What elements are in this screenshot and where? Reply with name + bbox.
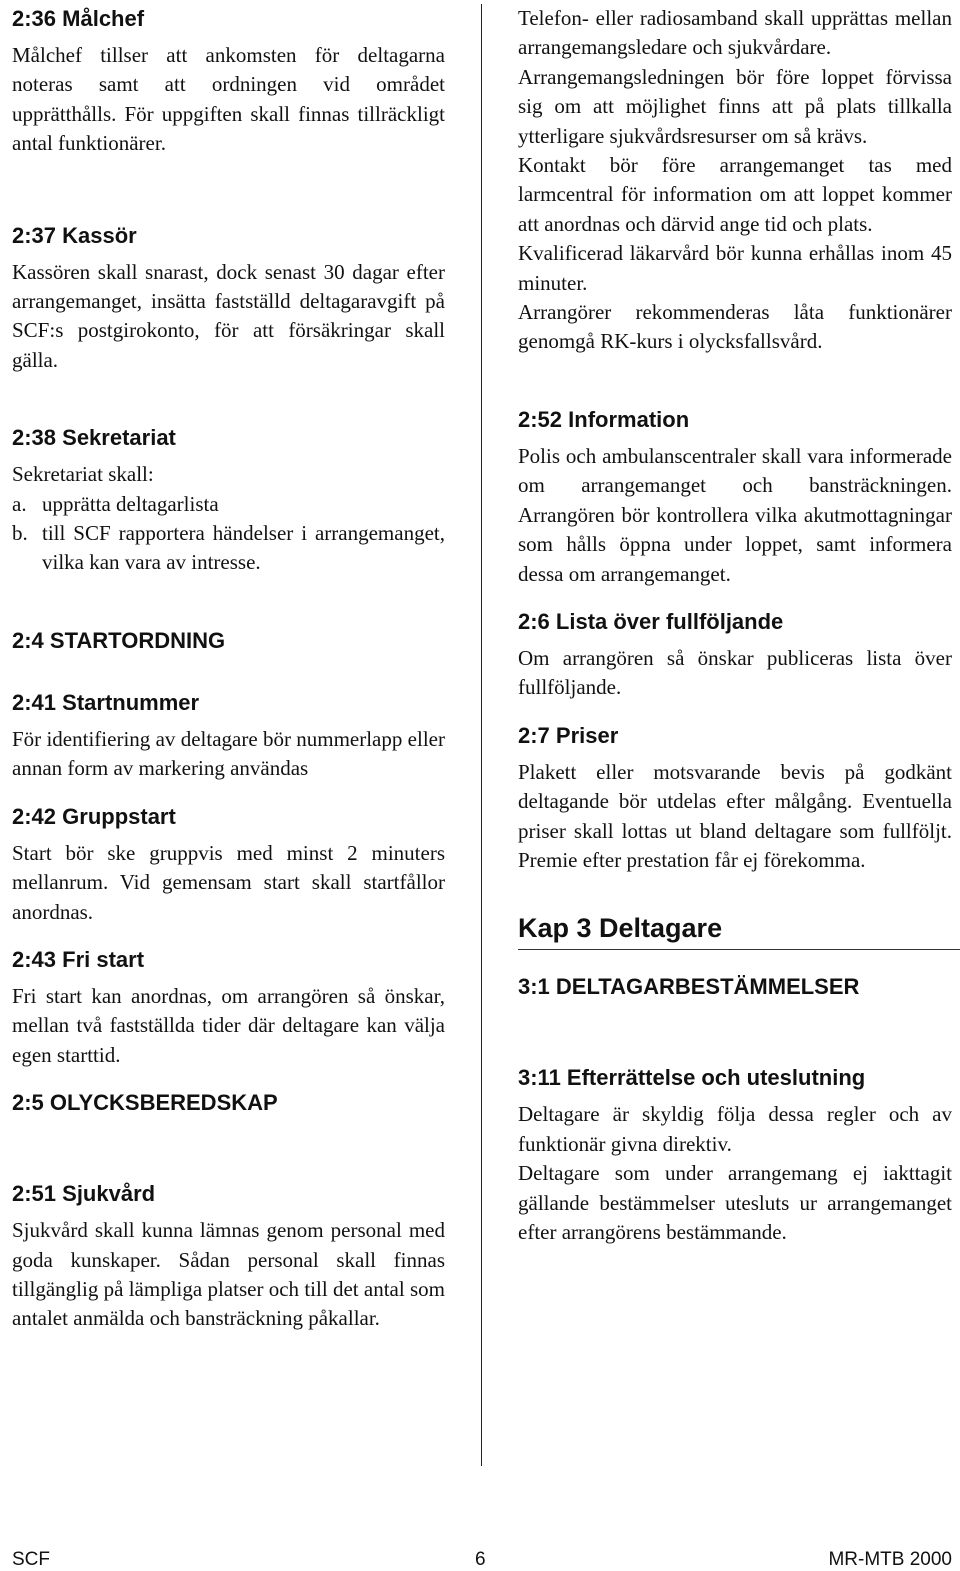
section-2-42-body: Start bör ske gruppvis med minst 2 minuters mellanrum. Vid gemensam start skall startfållor anordnas.	[12, 840, 445, 924]
section-2-38-title: 2:38 Sekretariat	[12, 425, 176, 451]
section-3-11-title: 3:11 Efterrättelse och uteslutning	[518, 1065, 866, 1091]
list-item-text: till SCF rapportera händelser i arrangemanget, vilka kan vara av intresse.	[42, 521, 445, 575]
paragraph-rk-course: Arrangörer rekommenderas låta funktionärer genomgå RK-kurs i olycksfallsvård.	[518, 300, 952, 354]
left-column	[12, 4, 445, 1334]
section-2-7-body: Plakett eller motsvarande bevis på godkänt deltagande bör utdelas efter målgång. Eventuella priser skall lottas ut bland deltagare som fullföljt. Premie efter prestation får ej förekomma.	[518, 759, 952, 872]
paragraph-alarm-central: Kontakt bör före arrangemanget tas med larmcentral för information om att loppet kommer att anordnas och därvid ange tid och plats.	[518, 153, 952, 236]
chapter-3-title: Kap 3 Deltagare	[518, 911, 960, 950]
section-2-52-body: Polis och ambulanscentraler skall vara informerade om arrangemanget och bansträckningen. Arrangören bör kontrollera vilka akutmottagningar som hålls öppna under loppet, samt informera dessa om arrangemanget.	[518, 443, 952, 586]
section-2-41-title: 2:41 Startnummer	[12, 689, 200, 715]
paragraph-resources: Arrangemangsledningen bör före loppet förvissa sig om att möjlighet finns att på plats tillkalla ytterligare sjukvårdsresurser om så krävs.	[518, 64, 952, 148]
section-2-52-title: 2:52 Information	[518, 406, 690, 432]
section-2-37-title: 2:37 Kassör	[12, 222, 137, 248]
list-item	[12, 519, 445, 578]
column-divider	[481, 4, 482, 1466]
right-column	[518, 4, 952, 1247]
section-2-36-body: Målchef tillser att ankomsten för deltagarna noteras samt att ordningen vid området upprätthålls. För uppgiften skall finnas tillräckligt antal funktionärer.	[12, 43, 445, 156]
section-2-51-body: Sjukvård skall kunna lämnas genom personal med goda kunskaper. Sådan personal skall finnas tillgänglig på lämpliga platser och till det antal som antalet anmälda och bansträckning påkallar.	[12, 1218, 445, 1331]
section-2-43-title: 2:43 Fri start	[12, 946, 145, 972]
section-2-41-body: För identifiering av deltagare bör nummerlapp eller annan form av markering användas	[12, 726, 445, 781]
section-3-11-para-1: Deltagare är skyldig följa dessa regler och av funktionär givna direktiv.	[518, 1102, 952, 1156]
list-item	[12, 490, 445, 519]
section-2-6-body: Om arrangören så önskar publiceras lista över fullföljande.	[518, 645, 952, 700]
section-2-43-body: Fri start kan anordnas, om arrangören så önskar, mellan två fastställda tider där deltagare kan välja egen starttid.	[12, 983, 445, 1067]
paragraph-doctor: Kvalificerad läkarvård bör kunna erhållas inom 45 minuter.	[518, 241, 952, 295]
section-2-36-title: 2:36 Målchef	[12, 6, 145, 31]
page-number: 6	[475, 1549, 486, 1570]
section-2-38-intro: Sekretariat skall:	[12, 462, 154, 487]
section-2-37-body: Kassören skall snarast, dock senast 30 dagar efter arrangemanget, insätta fastställd deltagaravgift på SCF:s postgirokonto, för att försäkringar skall gälla.	[12, 259, 445, 372]
list-item-label: a.	[12, 491, 27, 516]
section-2-51-title: 2:51 Sjukvård	[12, 1181, 156, 1207]
section-3-11-para-2: Deltagare som under arrangemang ej iakttagit gällande bestämmelser utesluts ur arrangemanget efter arrangörens bestämmande.	[518, 1161, 952, 1244]
page-footer	[12, 1549, 952, 1571]
section-2-6-title: 2:6 Lista över fullföljande	[518, 608, 784, 634]
paragraph-communication: Telefon- eller radiosamband skall upprättas mellan arrangemangsledare och sjukvårdare.	[518, 6, 952, 60]
section-2-5-title: 2:5 OLYCKSBEREDSKAP	[12, 1090, 278, 1116]
section-2-42-title: 2:42 Gruppstart	[12, 803, 176, 829]
section-2-4-title: 2:4 STARTORDNING	[12, 627, 226, 653]
list-item-text: upprätta deltagarlista	[42, 491, 219, 516]
section-2-7-title: 2:7 Priser	[518, 722, 619, 748]
footer-publisher: SCF	[12, 1549, 50, 1570]
footer-document-id: MR-MTB 2000	[828, 1549, 952, 1570]
section-3-1-title: 3:1 DELTAGARBESTÄMMELSER	[518, 974, 860, 1000]
list-item-label: b.	[12, 521, 28, 546]
